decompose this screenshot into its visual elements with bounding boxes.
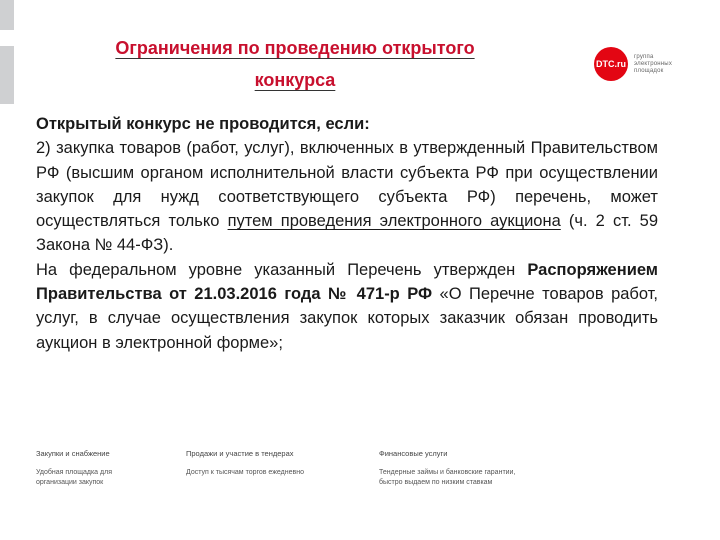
body-paragraph-1 — [36, 136, 658, 257]
decorative-bar-middle — [0, 46, 14, 104]
p2-bold-text: Распоряжением Правительства от 21.03.2016 года № 471-р РФ — [36, 260, 658, 304]
footer-col3-heading: Финансовые услуги — [379, 449, 448, 458]
footer-column-finance — [379, 449, 559, 488]
p1-underlined-text: путем проведения электронного аукциона — [227, 212, 561, 231]
p2-text-end: «О Перечне товаров работ, услуг, в случае осуществления закупок которых заказчик обязан проводить аукцион в электронной форме»; — [36, 285, 658, 352]
body-lead: Открытый конкурс не проводится, если: — [36, 115, 370, 133]
company-logo — [594, 47, 686, 81]
footer-col2-line1: Доступ к тысячам торгов ежедневно — [186, 469, 304, 476]
p2-text-start: На федеральном уровне указанный Перечень утвержден — [36, 260, 528, 279]
logo-caption: группа электронных площадок — [634, 53, 673, 74]
footer-col1-line1: Удобная площадка для — [36, 469, 112, 476]
footer-column-sales — [186, 449, 366, 478]
logo-icon: DTC.ru — [594, 47, 628, 81]
slide-title — [60, 32, 530, 96]
body-paragraph-2 — [36, 258, 658, 355]
p1-text-start: 2) закупка товаров (работ, услуг), включенных в утвержденный Правительством РФ (высшим органом исполнительной власти субъекта РФ при осуществлении закупок для нужд соответствующего субъекта РФ) перечень, может осуществляться только — [36, 139, 658, 231]
footer-col3-line2: быстро выдаем по низким ставкам — [379, 479, 493, 486]
p1-text-end: (ч. 2 ст. 59 Закона № 44-ФЗ). — [36, 212, 659, 255]
title-line-1: Ограничения по проведению открытого — [115, 38, 475, 58]
footer-col1-line2: организации закупок — [36, 479, 104, 486]
footer-col1-heading: Закупки и снабжение — [36, 449, 110, 458]
footer-col3-line1: Тендерные займы и банковские гарантии, — [379, 469, 516, 476]
title-line-2: конкурса — [254, 70, 336, 90]
slide-body — [36, 112, 658, 355]
footer-col2-heading: Продажи и участие в тендерах — [186, 449, 294, 458]
decorative-bar-top — [0, 0, 14, 30]
